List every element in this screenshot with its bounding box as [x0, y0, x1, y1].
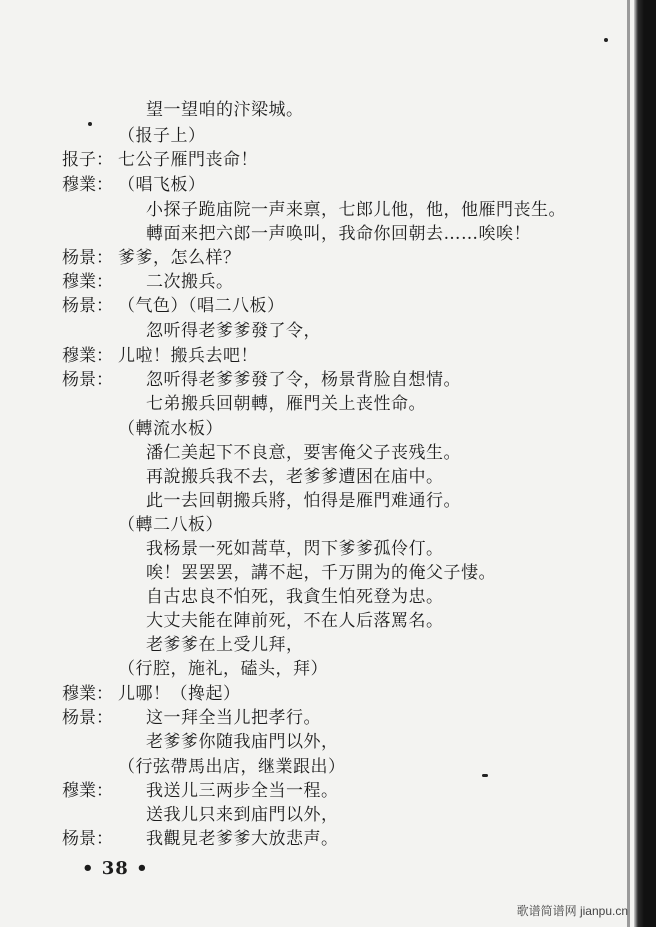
- speaker-label: 报子：: [62, 150, 113, 170]
- watermark: 歌谱简谱网 jianpu.cn: [516, 904, 628, 918]
- ink-dot: [482, 774, 488, 777]
- script-line: 爹爹，怎么样？: [118, 248, 241, 268]
- speaker-label: 穆業：: [62, 684, 113, 704]
- script-line: 儿啦！搬兵去吧！: [118, 346, 258, 366]
- speaker-label: 杨景：: [62, 248, 113, 268]
- script-line: 二次搬兵。: [146, 272, 234, 292]
- page-number: • 38 •: [82, 858, 149, 879]
- script-line: （气色）（唱二八板）: [118, 296, 285, 316]
- speaker-label: 穆業：: [62, 272, 113, 292]
- page-binding-edge: [634, 0, 656, 927]
- script-line: 望一望咱的汴梁城。: [146, 100, 304, 120]
- speaker-label: 穆業：: [62, 175, 113, 195]
- script-line: 再說搬兵我不去，老爹爹遭困在庙中。: [146, 467, 444, 487]
- script-line: （行弦帶馬出店，继業跟出）: [118, 757, 346, 777]
- page-gutter-line: [627, 0, 630, 927]
- script-line: 轉面来把六郎一声唤叫，我命你回朝去……唉唉！: [146, 224, 531, 244]
- script-line: 小探子跪庙院一声来禀，七郎儿他，他，他雁門丧生。: [146, 200, 566, 220]
- script-line: 忽听得老爹爹發了令，杨景背脸自想情。: [146, 370, 461, 390]
- script-line: 七弟搬兵回朝轉，雁門关上丧性命。: [146, 394, 426, 414]
- script-line: 我杨景一死如蒿草，閃下爹爹孤伶仃。: [146, 539, 444, 559]
- speaker-label: 杨景：: [62, 296, 113, 316]
- script-line: 此一去回朝搬兵將，怕得是雁門难通行。: [146, 491, 461, 511]
- speaker-label: 杨景：: [62, 370, 113, 390]
- speaker-label: 穆業：: [62, 781, 113, 801]
- script-line: 老爹爹在上受儿拜，: [146, 635, 304, 655]
- script-line: 潘仁美起下不良意，要害俺父子丧残生。: [146, 443, 461, 463]
- speaker-label: 穆業：: [62, 346, 113, 366]
- script-line: （轉流水板）: [118, 419, 223, 439]
- speaker-label: 杨景：: [62, 708, 113, 728]
- script-line: （报子上）: [118, 126, 206, 146]
- script-line: 我觀見老爹爹大放悲声。: [146, 829, 339, 849]
- script-line: 自古忠良不怕死，我貪生怕死登为忠。: [146, 587, 444, 607]
- speaker-label: 杨景：: [62, 829, 113, 849]
- ink-dot: [604, 38, 608, 42]
- script-line: 送我儿只来到庙門以外，: [146, 805, 339, 825]
- script-line: 唉！罢罢罢，講不起，千万開为的俺父子悽。: [146, 563, 496, 583]
- script-line: 我送儿三两步全当一程。: [146, 781, 339, 801]
- script-line: 大丈夫能在陣前死，不在人后落罵名。: [146, 611, 444, 631]
- script-line: 忽听得老爹爹發了令，: [146, 321, 321, 341]
- ink-dot: [88, 122, 92, 126]
- script-line: （唱飞板）: [118, 175, 206, 195]
- script-line: （行腔，施礼，磕头，拜）: [118, 659, 328, 679]
- script-line: 老爹爹你随我庙門以外，: [146, 732, 339, 752]
- script-line: 七公子雁門丧命！: [118, 150, 258, 170]
- script-line: （轉二八板）: [118, 515, 223, 535]
- script-line: 儿哪！（搀起）: [118, 684, 241, 704]
- script-line: 这一拜全当儿把孝行。: [146, 708, 321, 728]
